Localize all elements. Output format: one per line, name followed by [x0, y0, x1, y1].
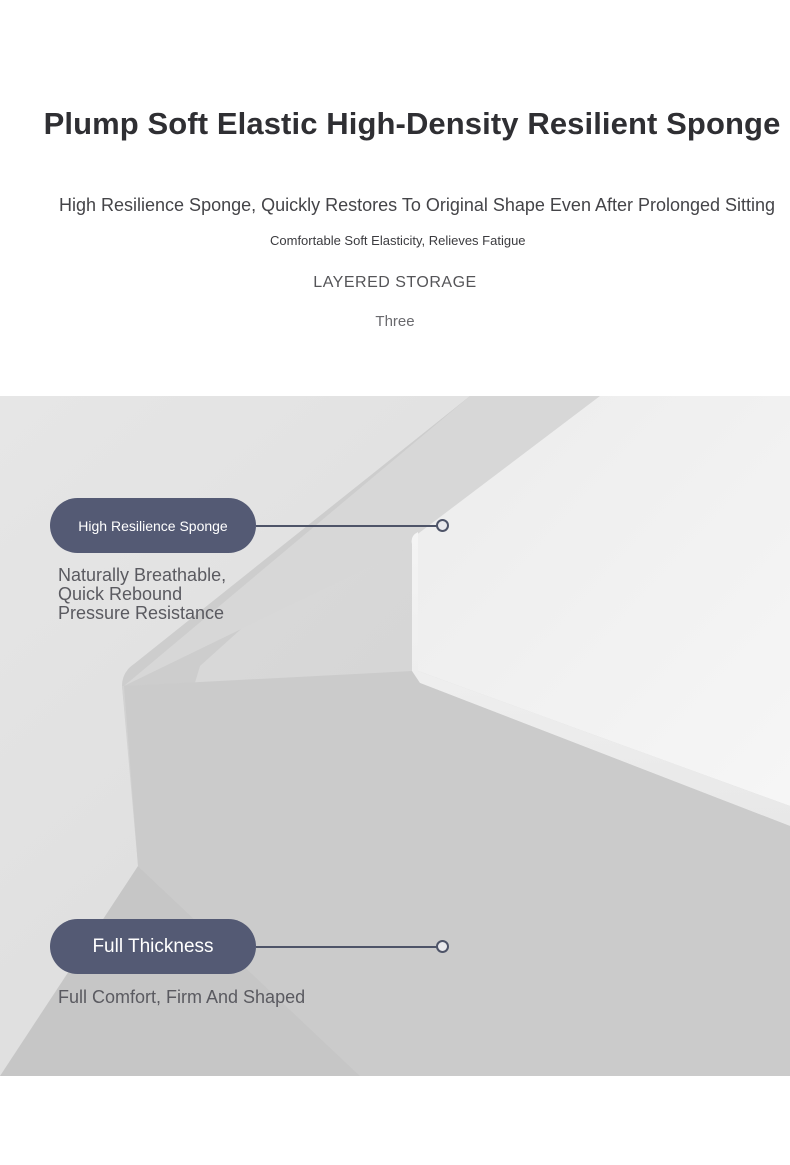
- feature-description: [58, 566, 226, 623]
- page-title: Plump Soft Elastic High-Density Resilient Sponge: [43, 106, 781, 141]
- leader-line: [256, 946, 438, 948]
- storage-label: LAYERED STORAGE: [313, 274, 477, 291]
- subtitle: High Resilience Sponge, Quickly Restores To Original Shape Even After Prolonged Sitting: [59, 195, 776, 215]
- leader-dot: [436, 519, 449, 532]
- feature-line: Quick Rebound: [58, 584, 183, 604]
- leader-line: [256, 525, 438, 527]
- feature-pill-full-thickness: Full Thickness: [50, 919, 256, 974]
- header-section: [0, 0, 790, 396]
- feature-line: Full Comfort, Firm And Shaped: [58, 987, 306, 1007]
- feature-pill-high-resilience: High Resilience Sponge: [50, 498, 256, 553]
- subline: Comfortable Soft Elasticity, Relieves Fatigue: [270, 233, 526, 248]
- three-label: Three: [375, 313, 415, 330]
- feature-line: Naturally Breathable,: [58, 565, 227, 585]
- feature-line: Pressure Resistance: [58, 603, 225, 623]
- feature-description: [58, 988, 305, 1007]
- leader-dot: [436, 940, 449, 953]
- product-image-scene: [0, 396, 790, 1076]
